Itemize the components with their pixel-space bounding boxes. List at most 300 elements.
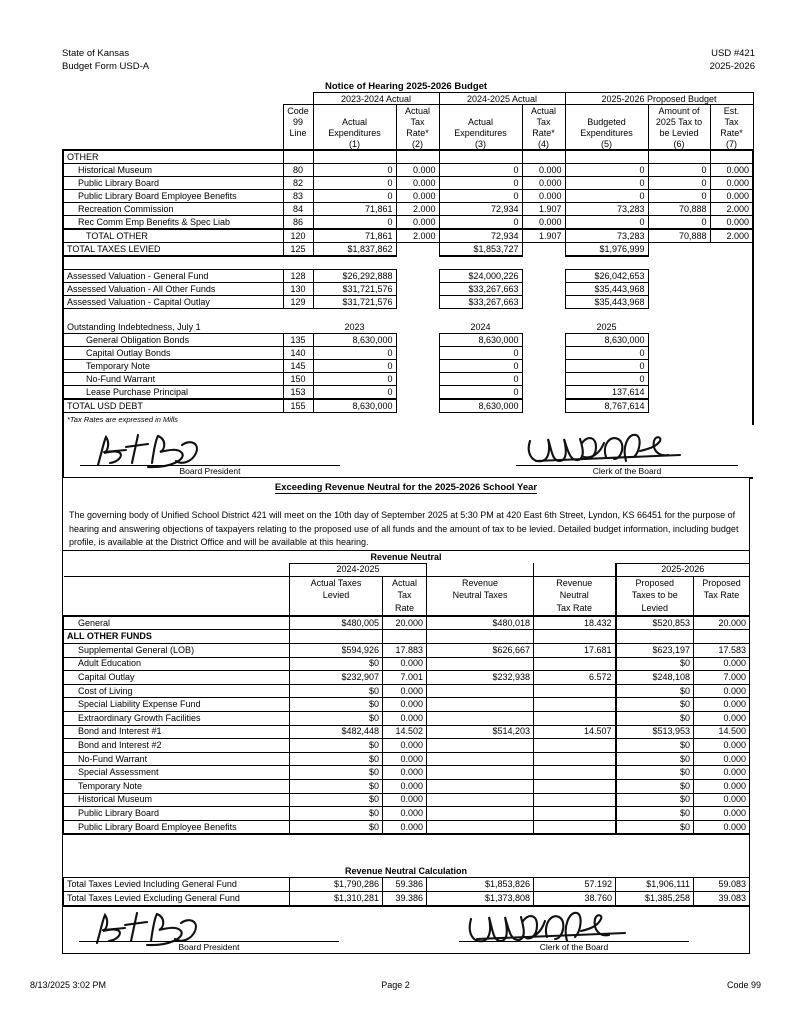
table-row — [64, 766, 750, 780]
table-row-section-other — [63, 150, 753, 164]
valuation-c1: $31,721,576 — [313, 283, 396, 296]
row-line: 82 — [283, 177, 313, 190]
cell-empty — [396, 399, 439, 413]
calc-c5: $1,906,111 — [616, 878, 694, 892]
cell-empty — [648, 373, 710, 386]
fund-c5: $248,108 — [616, 671, 694, 685]
row-c2: 0.000 — [396, 216, 439, 230]
spacer-cell — [522, 256, 565, 270]
calc-label: Total Taxes Levied Excluding General Fund — [64, 891, 290, 905]
debt-c1: 8,630,000 — [313, 334, 396, 347]
signature-block-1 — [64, 425, 753, 477]
cell-empty — [396, 347, 439, 360]
col-header-c1-l1: Actual Taxes — [290, 577, 383, 590]
fund-label: Historical Museum — [64, 793, 290, 807]
spacer-cell — [313, 256, 396, 270]
clerk-of-the-board-label: Clerk of the Board — [539, 941, 609, 952]
table-row — [63, 386, 753, 400]
fund-c1: $0 — [290, 807, 383, 821]
table-row — [64, 820, 750, 834]
fund-label: Extraordinary Growth Facilities — [64, 712, 290, 726]
row-c3: 72,934 — [439, 203, 522, 216]
table-row — [64, 793, 750, 807]
fund-label: Adult Education — [64, 657, 290, 671]
total-debt-c1: 8,630,000 — [313, 399, 396, 413]
revenue-neutral-calculation-title: Revenue Neutral Calculation — [344, 866, 468, 877]
table-row — [63, 190, 753, 203]
fund-c1: $0 — [290, 820, 383, 834]
valuation-c3: $33,267,663 — [439, 283, 522, 296]
spacer-cell — [710, 413, 753, 426]
col-header-c4-l2: Neutral — [534, 590, 616, 603]
row-line: 80 — [283, 164, 313, 177]
debt-c3: 8,630,000 — [439, 334, 522, 347]
cell-empty — [710, 386, 753, 400]
table-row — [63, 283, 753, 296]
general-c6: 20.000 — [694, 616, 750, 630]
valuation-c3: $33,267,663 — [439, 296, 522, 309]
total-debt-label: TOTAL USD DEBT — [63, 399, 283, 413]
budget-year: 2025-2026 — [709, 60, 755, 72]
fund-label: Bond and Interest #1 — [64, 725, 290, 739]
row-c5: 0 — [565, 164, 648, 177]
cell-empty — [439, 150, 522, 164]
fund-c3 — [427, 698, 534, 712]
valuation-label: Assessed Valuation - General Fund — [63, 270, 283, 283]
title-text: Exceeding Revenue Neutral for the 2025-2026 School Year — [274, 482, 538, 493]
spacer-cell — [694, 602, 750, 616]
total-other-c2: 2.000 — [396, 229, 439, 243]
fund-c1: $0 — [290, 712, 383, 726]
fund-c5: $0 — [616, 739, 694, 753]
fund-c1: $0 — [290, 739, 383, 753]
table-row — [64, 780, 750, 794]
spacer-cell — [534, 563, 616, 577]
row-c1: 0 — [313, 216, 396, 230]
total-taxes-c5: $1,976,999 — [565, 243, 648, 257]
row-c5: 0 — [565, 190, 648, 203]
general-c4: 18.432 — [534, 616, 616, 630]
table-row — [63, 177, 753, 190]
fund-c2: 0.000 — [383, 712, 427, 726]
fund-c6: 0.000 — [694, 807, 750, 821]
fund-c5: $0 — [616, 657, 694, 671]
fund-label: Public Library Board Employee Benefits — [64, 820, 290, 834]
fund-c5: $0 — [616, 752, 694, 766]
row-c5: 73,283 — [565, 203, 648, 216]
fund-label: Supplemental General (LOB) — [64, 644, 290, 658]
spacer-cell — [648, 321, 710, 334]
fund-c2: 0.000 — [383, 807, 427, 821]
notice-of-hearing-table — [62, 92, 754, 479]
row-c2: 0.000 — [396, 190, 439, 203]
fund-c2: 7.001 — [383, 671, 427, 685]
total-taxes-line: 125 — [283, 243, 313, 257]
cell-empty — [396, 386, 439, 400]
row-c2: 0.000 — [396, 164, 439, 177]
spacer-cell — [64, 563, 290, 577]
row-c5: 0 — [565, 177, 648, 190]
row-c1: 0 — [313, 177, 396, 190]
tax-rate-footnote: *Tax Rates are expressed in Mills — [63, 413, 710, 426]
debt-c5: 0 — [565, 373, 648, 386]
row-label: Public Library Board Employee Benefits — [63, 190, 283, 203]
row-c3: 0 — [439, 177, 522, 190]
fund-c1: $232,907 — [290, 671, 383, 685]
row-c7: 0.000 — [710, 177, 753, 190]
spacer-cell — [396, 256, 439, 270]
header-prior-year: 2023-2024 Actual — [313, 93, 439, 105]
calc-c3: $1,373,808 — [427, 891, 534, 905]
fund-c4 — [534, 793, 616, 807]
fund-c2: 0.000 — [383, 766, 427, 780]
fund-c5: $513,953 — [616, 725, 694, 739]
cell-empty — [710, 283, 753, 296]
spacer-cell — [313, 309, 396, 322]
spacer-cell — [283, 93, 313, 105]
fund-c2: 0.000 — [383, 684, 427, 698]
row-line: 84 — [283, 203, 313, 216]
fund-c4: 14.507 — [534, 725, 616, 739]
cell-empty — [710, 150, 753, 164]
debt-c3: 0 — [439, 347, 522, 360]
cell-empty — [565, 150, 648, 164]
spacer-cell — [439, 105, 522, 117]
cell-empty — [396, 150, 439, 164]
col-header-c2-l1: Actual — [396, 105, 439, 117]
fund-c2: 0.000 — [383, 780, 427, 794]
fund-c5: $0 — [616, 684, 694, 698]
table-row — [63, 164, 753, 177]
table-row — [63, 270, 753, 283]
table-row-total-debt — [63, 399, 753, 413]
clerk-of-the-board-signature-icon — [522, 427, 702, 469]
col-header-c4-l3: Rate* — [522, 127, 565, 138]
col-header-c2-l3: Rate* — [396, 127, 439, 138]
table-row — [63, 360, 753, 373]
fund-label: No-Fund Warrant — [64, 752, 290, 766]
col-header-c3-l2: Neutral Taxes — [427, 590, 534, 603]
header-2024-2025: 2024-2025 — [290, 563, 427, 577]
valuation-line: 128 — [283, 270, 313, 283]
row-c6: 70,888 — [648, 203, 710, 216]
fund-c3: $626,667 — [427, 644, 534, 658]
all-other-funds-label: ALL OTHER FUNDS — [64, 630, 290, 644]
total-taxes-c3: $1,853,727 — [439, 243, 522, 257]
cell-empty — [648, 296, 710, 309]
total-debt-c3: 8,630,000 — [439, 399, 522, 413]
col-header-c7-num: (7) — [710, 138, 753, 150]
debt-c3: 0 — [439, 386, 522, 400]
col-header-c6-l2: Tax Rate — [694, 590, 750, 603]
revenue-neutral-title: Revenue Neutral — [63, 550, 749, 563]
table-row — [64, 752, 750, 766]
table-row — [63, 373, 753, 386]
indebtedness-year-2025: 2025 — [596, 321, 617, 332]
col-header-c7-l3: Rate* — [710, 127, 753, 138]
row-c7: 2.000 — [710, 203, 753, 216]
fund-label: Public Library Board — [64, 807, 290, 821]
col-header-code: Code — [283, 105, 313, 117]
fund-c6: 0.000 — [694, 793, 750, 807]
col-header-c2-l3: Rate — [383, 602, 427, 616]
usd-number: USD #421 — [711, 48, 755, 59]
valuation-c5: $35,443,968 — [565, 283, 648, 296]
debt-c5: 0 — [565, 347, 648, 360]
debt-label: No-Fund Warrant — [63, 373, 283, 386]
cell-empty — [396, 334, 439, 347]
state-label: State of Kansas — [62, 48, 130, 59]
cell-empty — [648, 347, 710, 360]
col-header-c3-l2: Expenditures — [439, 127, 522, 138]
fund-c5: $0 — [616, 807, 694, 821]
spacer-cell — [565, 256, 648, 270]
table-row-gap — [63, 309, 753, 322]
exceeding-revenue-neutral-section — [62, 477, 750, 954]
fund-c1: $0 — [290, 657, 383, 671]
indebtedness-label: Outstanding Indebtedness, July 1 — [63, 321, 283, 334]
fund-c2: 0.000 — [383, 739, 427, 753]
debt-c1: 0 — [313, 360, 396, 373]
cell-empty — [522, 150, 565, 164]
cell-empty — [522, 296, 565, 309]
table-row — [63, 347, 753, 360]
table-row — [64, 657, 750, 671]
cell-empty — [648, 243, 710, 257]
fund-c6: 0.000 — [694, 820, 750, 834]
fund-label: Bond and Interest #2 — [64, 739, 290, 753]
spacer-cell — [283, 256, 313, 270]
general-label: General — [64, 616, 290, 630]
calc-c4: 57.192 — [534, 878, 616, 892]
row-label: Rec Comm Emp Benefits & Spec Liab — [63, 216, 283, 230]
calc-c3: $1,853,826 — [427, 878, 534, 892]
spacer-cell — [710, 256, 753, 270]
fund-c1: $0 — [290, 780, 383, 794]
indebtedness-year-2024: 2024 — [470, 321, 491, 332]
cell-empty — [710, 360, 753, 373]
fund-c2: 0.000 — [383, 820, 427, 834]
table-row — [64, 698, 750, 712]
cell-empty — [648, 386, 710, 400]
fund-c4 — [534, 657, 616, 671]
cell-empty — [522, 283, 565, 296]
revenue-neutral-calculation-band — [63, 834, 749, 877]
spacer-cell — [522, 309, 565, 322]
table-row — [64, 878, 750, 892]
table-row-footnote — [63, 413, 753, 426]
fund-c3 — [427, 793, 534, 807]
calc-c2: 39.386 — [383, 891, 427, 905]
calc-c4: 38.760 — [534, 891, 616, 905]
col-header-line: Line — [283, 127, 313, 138]
fund-c1: $0 — [290, 684, 383, 698]
row-c3: 0 — [439, 164, 522, 177]
table-row-total-other — [63, 229, 753, 243]
cell-empty — [710, 296, 753, 309]
fund-c4 — [534, 752, 616, 766]
page-header-left — [62, 48, 149, 73]
row-c4: 0.000 — [522, 177, 565, 190]
fund-c3 — [427, 712, 534, 726]
valuation-label: Assessed Valuation - Capital Outlay — [63, 296, 283, 309]
cell-empty — [283, 150, 313, 164]
fund-c3 — [427, 739, 534, 753]
table-row — [64, 712, 750, 726]
valuation-c1: $31,721,576 — [313, 296, 396, 309]
table-row — [64, 807, 750, 821]
total-other-c7: 2.000 — [710, 229, 753, 243]
fund-c6: 0.000 — [694, 684, 750, 698]
spacer-cell — [648, 256, 710, 270]
row-c6: 0 — [648, 216, 710, 230]
row-c2: 0.000 — [396, 177, 439, 190]
table-row — [64, 739, 750, 753]
col-header-c7-l2: Tax — [710, 116, 753, 127]
fund-c6: 0.000 — [694, 698, 750, 712]
cell-empty — [290, 630, 383, 644]
valuation-c5: $35,443,968 — [565, 296, 648, 309]
col-header-c4-l1: Revenue — [534, 577, 616, 590]
general-c5: $520,853 — [616, 616, 694, 630]
calc-c6: 59.083 — [694, 878, 750, 892]
fund-label: Temporary Note — [64, 780, 290, 794]
col-header-c5-l1: Budgeted — [565, 116, 648, 127]
total-debt-line: 155 — [283, 399, 313, 413]
row-label: Public Library Board — [63, 177, 283, 190]
cell-empty — [522, 347, 565, 360]
cell-empty — [396, 243, 439, 257]
col-header-c5-l1: Proposed — [616, 577, 694, 590]
col-header-c5-num: (5) — [565, 138, 648, 150]
fund-c1: $594,926 — [290, 644, 383, 658]
row-c7: 0.000 — [710, 164, 753, 177]
fund-c1: $0 — [290, 793, 383, 807]
fund-c4: 6.572 — [534, 671, 616, 685]
fund-c4 — [534, 712, 616, 726]
general-c3: $480,018 — [427, 616, 534, 630]
spacer-cell — [283, 321, 313, 334]
fund-c3: $232,938 — [427, 671, 534, 685]
total-other-label: TOTAL OTHER — [63, 229, 283, 243]
spacer-cell — [522, 321, 565, 334]
row-label: Recreation Commission — [63, 203, 283, 216]
table-row-col-headers-1 — [64, 577, 750, 590]
table-row — [64, 671, 750, 685]
fund-c2: 0.000 — [383, 698, 427, 712]
cell-empty — [522, 334, 565, 347]
spacer-cell — [63, 93, 283, 105]
fund-c4 — [534, 780, 616, 794]
cell-empty — [648, 360, 710, 373]
cell-empty — [648, 270, 710, 283]
cell-empty — [383, 630, 427, 644]
debt-line: 153 — [283, 386, 313, 400]
col-header-c2-l2: Tax — [396, 116, 439, 127]
fund-c5: $0 — [616, 820, 694, 834]
total-other-c5: 73,283 — [565, 229, 648, 243]
spacer-cell — [396, 309, 439, 322]
spacer-cell — [565, 309, 648, 322]
table-row — [64, 684, 750, 698]
col-header-c3-l1: Revenue — [427, 577, 534, 590]
cell-empty — [522, 373, 565, 386]
debt-c5: 0 — [565, 360, 648, 373]
col-header-c2-l2: Tax — [383, 590, 427, 603]
table-row — [63, 334, 753, 347]
fund-c6: 0.000 — [694, 780, 750, 794]
fund-c6: 0.000 — [694, 752, 750, 766]
spacer-cell — [648, 309, 710, 322]
valuation-label: Assessed Valuation - All Other Funds — [63, 283, 283, 296]
fund-c1: $0 — [290, 698, 383, 712]
total-other-c4: 1.907 — [522, 229, 565, 243]
row-c4: 0.000 — [522, 164, 565, 177]
cell-empty — [710, 399, 753, 413]
fund-c2: 14.502 — [383, 725, 427, 739]
debt-c1: 0 — [313, 373, 396, 386]
cell-empty — [522, 270, 565, 283]
col-header-c1-l1: Actual — [313, 116, 396, 127]
notice-of-hearing-title: Notice of Hearing 2025-2026 Budget — [325, 81, 488, 92]
table-row-indebtedness-header — [63, 321, 753, 334]
calc-c1: $1,790,286 — [290, 878, 383, 892]
fund-c6: 0.000 — [694, 739, 750, 753]
spacer-cell — [283, 309, 313, 322]
spacer-cell — [283, 138, 313, 150]
valuation-c5: $26,042,653 — [565, 270, 648, 283]
fund-c6: 7.000 — [694, 671, 750, 685]
footer-code: Code 99 — [726, 980, 761, 990]
fund-c3 — [427, 780, 534, 794]
row-line: 86 — [283, 216, 313, 230]
debt-label: Temporary Note — [63, 360, 283, 373]
spacer-cell — [439, 309, 522, 322]
general-c1: $480,005 — [290, 616, 383, 630]
cell-empty — [522, 360, 565, 373]
cell-empty — [396, 296, 439, 309]
fund-c4 — [534, 807, 616, 821]
col-header-c4-num: (4) — [522, 138, 565, 150]
table-row-col-headers-1 — [63, 105, 753, 117]
col-header-c6-l1: Proposed — [694, 577, 750, 590]
total-other-c1: 71,861 — [313, 229, 396, 243]
fund-c3 — [427, 807, 534, 821]
fund-c2: 0.000 — [383, 752, 427, 766]
cell-empty — [522, 243, 565, 257]
fund-c2: 17.883 — [383, 644, 427, 658]
fund-c3: $514,203 — [427, 725, 534, 739]
row-c6: 0 — [648, 190, 710, 203]
valuation-line: 129 — [283, 296, 313, 309]
row-label: Historical Museum — [63, 164, 283, 177]
total-debt-c5: 8,767,614 — [565, 399, 648, 413]
col-header-c3-num: (3) — [439, 138, 522, 150]
general-c2: 20.000 — [383, 616, 427, 630]
debt-label: Capital Outlay Bonds — [63, 347, 283, 360]
cell-empty — [710, 270, 753, 283]
fund-c6: 17.583 — [694, 644, 750, 658]
spacer-cell — [396, 321, 439, 334]
debt-c5: 8,630,000 — [565, 334, 648, 347]
header-2025-2026: 2025-2026 — [616, 563, 750, 577]
total-other-c3: 72,934 — [439, 229, 522, 243]
col-header-c1-num: (1) — [313, 138, 396, 150]
cell-empty — [648, 399, 710, 413]
row-c1: 71,861 — [313, 203, 396, 216]
cell-empty — [396, 270, 439, 283]
calc-c5: $1,385,258 — [616, 891, 694, 905]
